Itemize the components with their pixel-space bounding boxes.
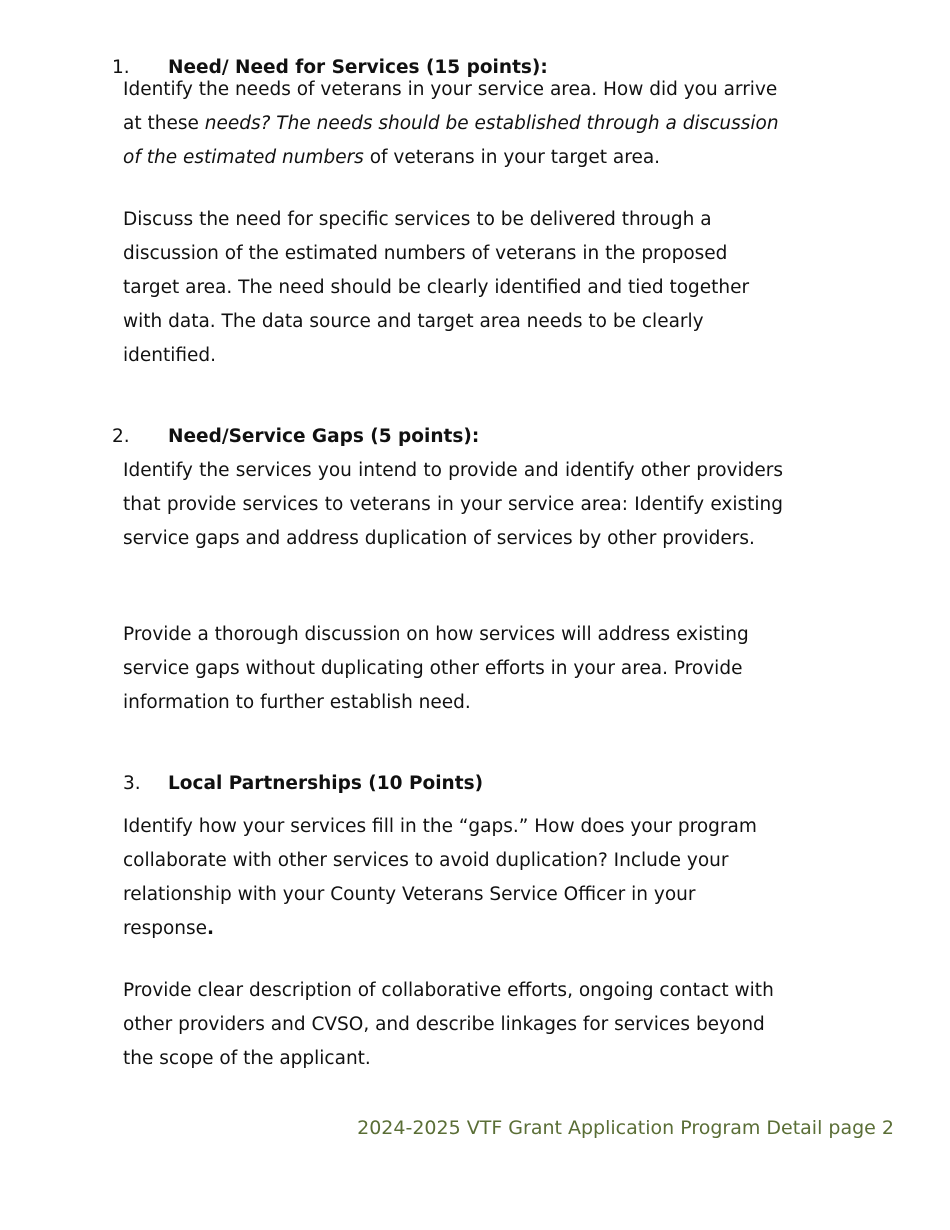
- section-3-paragraph-2: Provide clear description of collaborative efforts, ongoing contact with other providers and CVSO, and describe linkages for services beyond the scope of the applicant.: [123, 980, 774, 1069]
- section-2-heading: Need/Service Gaps (5 points):: [168, 426, 480, 447]
- section-3-paragraph-1: [123, 810, 783, 946]
- section-3-heading: Local Partnerships (10 Points): [168, 773, 484, 794]
- section-1-paragraph-1-end: of veterans in your target area.: [363, 147, 661, 168]
- section-1-heading: Need/ Need for Services (15 points):: [168, 57, 548, 78]
- section-1-paragraph-2: Discuss the need for specific services to be delivered through a discussion of the estimated numbers of veterans in the proposed target area. The need should be clearly identified and tied together with data. The data source and target area needs to be clearly identified.: [123, 209, 750, 366]
- section-3-number: 3.: [123, 773, 141, 794]
- section-1-paragraph-1-text: Identify the needs of veterans in your service area. How did you arrive at these: [123, 79, 778, 134]
- section-2-paragraph-1: Identify the services you intend to provide and identify other providers that provide services to veterans in your service area: Identify existing service gaps and address duplication of services by other providers.: [123, 460, 783, 549]
- section-3-paragraph-1-text: Identify how your services fill in the “gaps.” How does your program collaborate with other services to avoid duplication? Include your relationship with your County Veterans Service Officer in your response: [123, 816, 757, 939]
- section-1-paragraph-1-italic: needs? The needs should be established through a discussion of the estimated numbers: [123, 113, 779, 168]
- section-3-paragraph-1-bold-period: .: [207, 918, 215, 939]
- section-1-paragraph-1: [123, 73, 783, 175]
- page-footer: 2024-2025 VTF Grant Application Program Detail page 2: [357, 1117, 894, 1139]
- section-1-number: 1.: [112, 57, 130, 78]
- section-2-number: 2.: [112, 426, 130, 447]
- section-2-paragraph-2: Provide a thorough discussion on how services will address existing service gaps without duplicating other efforts in your area. Provide information to further establish need.: [123, 624, 749, 713]
